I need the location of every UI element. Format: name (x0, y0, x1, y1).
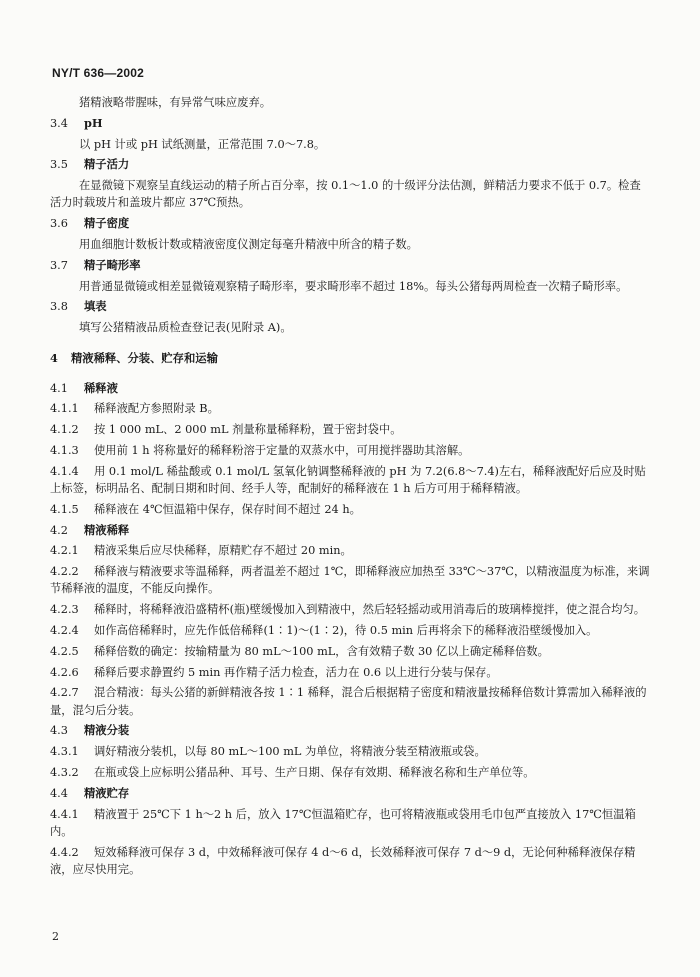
section-title: 稀释液 (84, 380, 118, 395)
paragraph: 在显微镜下观察呈直线运动的精子所占百分率，按 0.1～1.0 的十级评分法估测，鲜精活力要求不低于 0.7。检查活力时载玻片和盖玻片都应 37℃预热。 (50, 179, 641, 210)
paragraph: 填写公猪精液品质检查登记表(见附录 A)。 (79, 321, 292, 335)
section-heading (50, 215, 650, 232)
section-heading (50, 380, 650, 397)
clause-item (50, 501, 650, 518)
clause-text: 稀释液与精液要求等温稀释，两者温差不超过 1℃，即稀释液应加热至 33℃～37℃，以精液温度为标准，来调节稀释液的温度，不能反向操作。 (50, 565, 650, 596)
clause-item (50, 400, 650, 417)
clause-item (50, 421, 650, 438)
clause-item (50, 463, 650, 497)
clause-text: 稀释后要求静置约 5 min 再作精子活力检查，活力在 0.6 以上进行分装与保存。 (94, 665, 498, 679)
clause-text: 稀释液配方参照附录 B。 (94, 402, 219, 416)
paragraph: 用血细胞计数板计数或精液密度仪测定每毫升精液中所含的精子数。 (79, 237, 418, 251)
clause-number: 4.2.6 (50, 665, 79, 679)
clause-item (50, 643, 650, 660)
paragraph: 猪精液略带腥味，有异常气味应废弃。 (79, 96, 272, 109)
section-heading (50, 115, 650, 132)
chapter-heading (50, 350, 650, 367)
section-number: 3.6 (50, 217, 68, 231)
section-number: 3.8 (50, 300, 68, 314)
clause-item (50, 844, 650, 878)
clause-number: 4.2.7 (50, 686, 79, 700)
clause-item (50, 806, 650, 840)
clause-item (50, 664, 650, 681)
clause-item (50, 743, 650, 760)
clause-number: 4.1.3 (50, 443, 79, 457)
section-heading (50, 722, 650, 739)
page-number: 2 (52, 930, 59, 943)
clause-number: 4.2.3 (50, 603, 79, 617)
clause-text: 按 1 000 mL、2 000 mL 剂量称量稀释粉，置于密封袋中。 (94, 423, 402, 437)
clause-text: 短效稀释液可保存 3 d，中效稀释液可保存 4 d～6 d，长效稀释液可保存 7 d～9 d，无论何种稀释液保存精液，应尽快用完。 (50, 845, 636, 876)
section-title: pH (84, 115, 103, 130)
section-title: 精液稀释 (84, 522, 130, 537)
clause-number: 4.4.1 (50, 807, 79, 821)
clause-item (50, 601, 650, 618)
clause-text: 使用前 1 h 将称量好的稀释粉溶于定量的双蒸水中，可用搅拌器助其溶解。 (94, 443, 470, 457)
clause-number: 4.1.4 (50, 464, 79, 478)
clause-item (50, 622, 650, 639)
section-number: 4.1 (50, 381, 68, 395)
section-heading (50, 522, 650, 539)
clause-number: 4.2.1 (50, 544, 79, 558)
clause-text: 精液采集后应尽快稀释，原精贮存不超过 20 min。 (94, 544, 352, 558)
clause-item (50, 563, 650, 597)
clause-number: 4.1.1 (50, 402, 79, 416)
paragraph: 以 pH 计或 pH 试纸测量，正常范围 7.0～7.8。 (79, 137, 326, 151)
clause-number: 4.1.5 (50, 502, 79, 516)
clause-number: 4.1.2 (50, 423, 79, 437)
section-heading (50, 785, 650, 802)
clause-number: 4.2.2 (50, 565, 79, 579)
section-title: 精子密度 (84, 216, 130, 231)
clause-item (50, 764, 650, 781)
clause-number: 4.3.2 (50, 765, 79, 779)
clause-text: 调好精液分装机，以每 80 mL～100 mL 为单位，将精液分装至精液瓶或袋。 (94, 745, 486, 759)
section-heading (50, 156, 650, 173)
document-body (50, 94, 650, 882)
section-heading (50, 298, 650, 315)
clause-item (50, 542, 650, 559)
section-title: 精子活力 (84, 157, 130, 172)
section-title: 精液贮存 (84, 785, 130, 800)
section-heading (50, 257, 650, 274)
clause-number: 4.4.2 (50, 845, 79, 859)
clause-text: 稀释时，将稀释液沿盛精杯(瓶)壁缓慢加入到精液中，然后轻轻摇动或用消毒后的玻璃棒搅拌，使之混合均匀。 (94, 603, 646, 617)
section-number: 4.3 (50, 724, 68, 738)
clause-text: 混合精液：每头公猪的新鲜精液各按 1∶1 稀释，混合后根据精子密度和精液量按稀释倍数计算需加入稀释液的量，混匀后分装。 (50, 686, 647, 717)
standard-code: NY/T 636—2002 (52, 66, 144, 80)
chapter-title: 精液稀释、分装、贮存和运输 (71, 351, 218, 366)
clause-text: 用 0.1 mol/L 稀盐酸或 0.1 mol/L 氢氧化钠调整稀释液的 pH 为 7.2(6.8～7.4)左右，稀释液配好后应及时贴上标签，标明品名、配制日期和时间、经手人等，配制好的稀释液在 1 h 后方可用于稀释精液。 (50, 464, 646, 495)
section-number: 4.4 (50, 786, 68, 800)
clause-number: 4.2.5 (50, 644, 79, 658)
section-title: 精子畸形率 (84, 257, 141, 272)
clause-text: 稀释倍数的确定：按输精量为 80 mL～100 mL，含有效精子数 30 亿以上确定稀释倍数。 (94, 644, 549, 658)
clause-text: 如作高倍稀释时，应先作低倍稀释(1∶1)～(1∶2)，待 0.5 min 后再将余下的稀释液沿壁缓慢加入。 (94, 623, 598, 637)
chapter-number: 4 (50, 351, 58, 366)
clause-number: 4.3.1 (50, 745, 79, 759)
clause-item (50, 684, 650, 718)
clause-text: 稀释液在 4℃恒温箱中保存，保存时间不超过 24 h。 (94, 502, 361, 516)
section-number: 3.7 (50, 258, 68, 272)
clause-text: 精液置于 25℃下 1 h～2 h 后，放入 17℃恒温箱贮存，也可将精液瓶或袋用毛巾包严直接放入 17℃恒温箱内。 (50, 807, 636, 838)
section-number: 4.2 (50, 523, 68, 537)
section-number: 3.4 (50, 116, 68, 130)
paragraph: 用普通显微镜或相差显微镜观察精子畸形率，要求畸形率不超过 18%。每头公猪每两周检查一次精子畸形率。 (79, 279, 628, 293)
clause-item (50, 442, 650, 459)
clause-text: 在瓶或袋上应标明公猪品种、耳号、生产日期、保存有效期、稀释液名称和生产单位等。 (94, 765, 535, 779)
clause-number: 4.2.4 (50, 623, 79, 637)
section-title: 填表 (84, 299, 107, 314)
section-title: 精液分装 (84, 723, 130, 738)
section-number: 3.5 (50, 158, 68, 172)
